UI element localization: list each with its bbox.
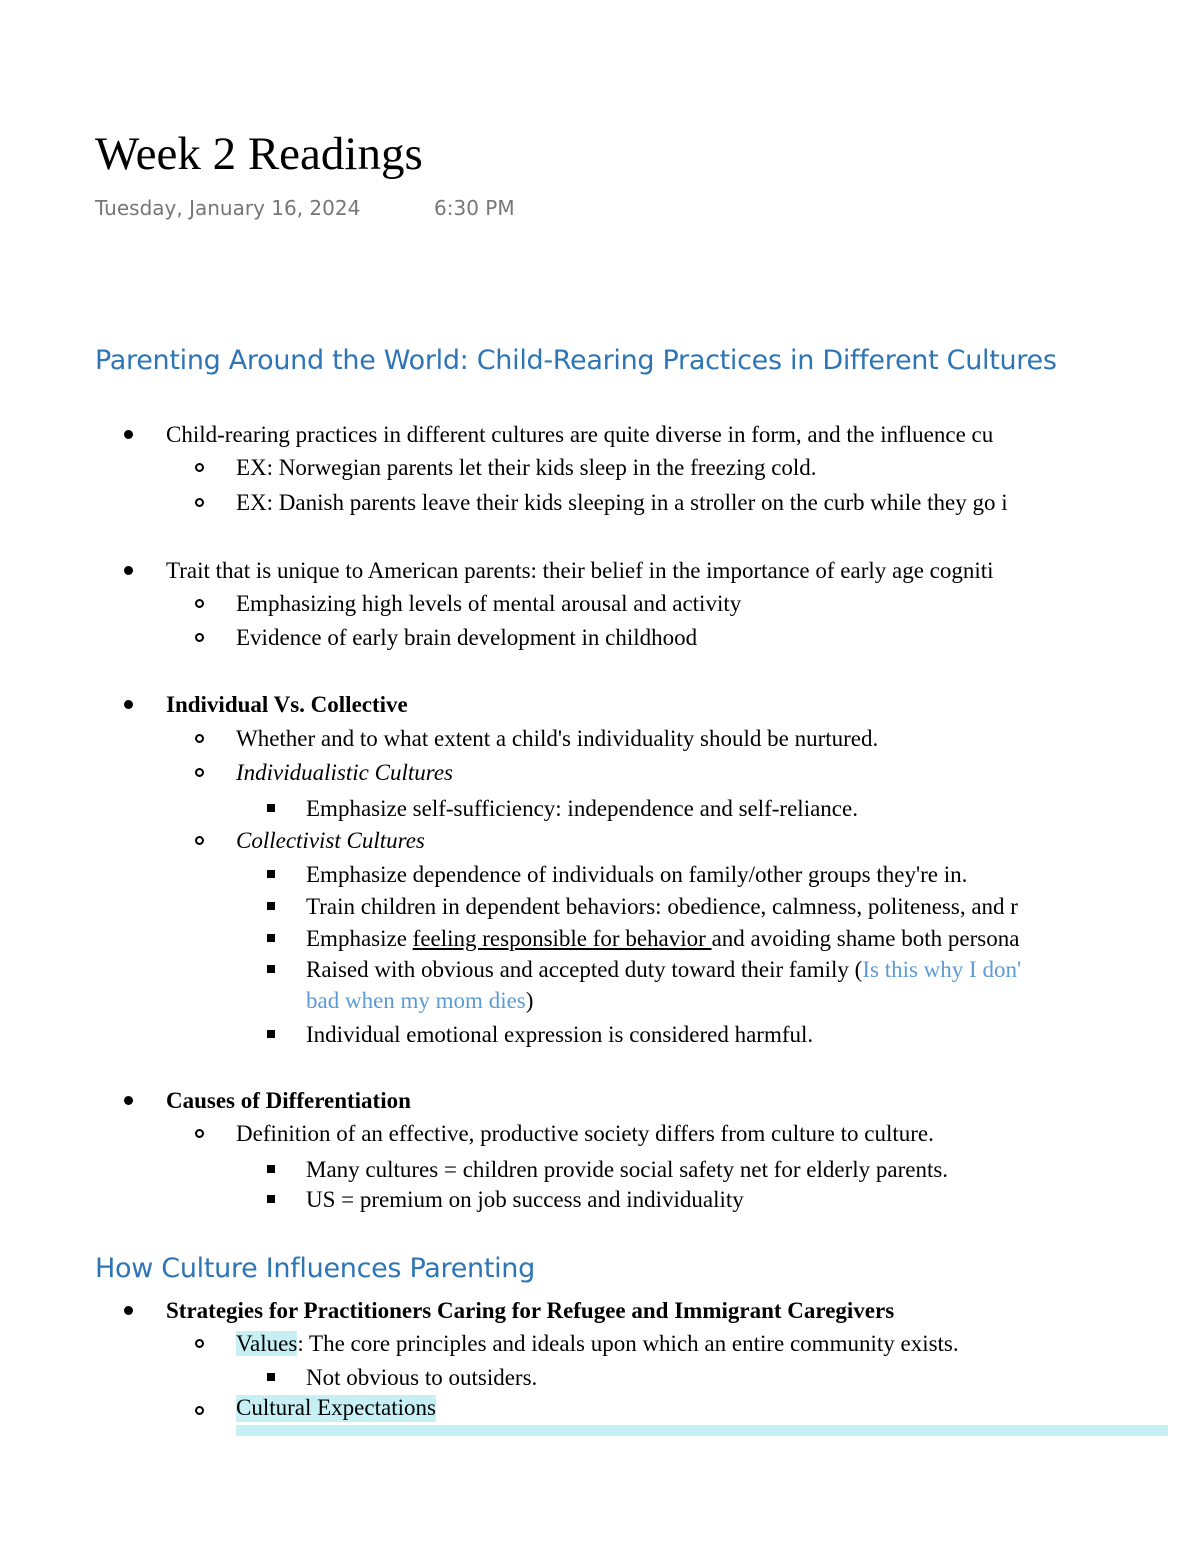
sub-sub-bullet-text: Train children in dependent behaviors: obedience, calmness, politeness, and r	[306, 894, 1018, 919]
sub-bullet-text-italic: Individualistic Cultures	[236, 760, 453, 785]
bullet-icon	[124, 430, 133, 439]
sub-bullet-text: Definition of an effective, productive society differs from culture to culture.	[236, 1121, 934, 1146]
sub-sub-bullet-text: Not obvious to outsiders.	[306, 1365, 538, 1390]
text-segment: )	[525, 988, 534, 1013]
bullet-text-bold: Causes of Differentiation	[166, 1088, 411, 1113]
circle-bullet-icon	[195, 1406, 204, 1415]
square-bullet-icon	[267, 1373, 275, 1381]
square-bullet-icon	[267, 965, 275, 973]
underlined-text: feeling responsible for behavior	[412, 926, 712, 951]
text-segment: Raised with obvious and accepted duty toward their family (	[306, 957, 863, 982]
square-bullet-icon	[267, 1165, 275, 1173]
bullet-text: Child-rearing practices in different cultures are quite diverse in form, and the influence cu	[166, 422, 994, 447]
circle-bullet-icon	[195, 633, 204, 642]
bullet-text-bold: Individual Vs. Collective	[166, 692, 408, 717]
circle-bullet-icon	[195, 768, 204, 777]
page-cutoff	[0, 1436, 1200, 1553]
square-bullet-icon	[267, 1030, 275, 1038]
bullet-text-bold: Strategies for Practitioners Caring for Refugee and Immigrant Caregivers	[166, 1298, 895, 1323]
circle-bullet-icon	[195, 498, 204, 507]
page-title: Week 2 Readings	[95, 128, 423, 180]
sub-sub-bullet-text	[306, 955, 1021, 985]
sub-bullet-text-italic: Collectivist Cultures	[236, 828, 425, 853]
bullet-icon	[124, 1306, 133, 1315]
sub-bullet-text: EX: Danish parents leave their kids sleeping in a stroller on the curb while they go i	[236, 490, 1008, 515]
bullet-icon	[124, 1096, 133, 1105]
page-time: 6:30 PM	[434, 196, 515, 220]
text-segment: : The core principles and ideals upon which an entire community exists.	[297, 1331, 959, 1356]
square-bullet-icon	[267, 934, 275, 942]
sub-bullet-text	[236, 1329, 959, 1359]
circle-bullet-icon	[195, 836, 204, 845]
sub-bullet-text: Whether and to what extent a child's individuality should be nurtured.	[236, 726, 879, 751]
circle-bullet-icon	[195, 1129, 204, 1138]
square-bullet-icon	[267, 902, 275, 910]
sub-bullet-text: Emphasizing high levels of mental arousal and activity	[236, 591, 742, 616]
sub-sub-bullet-text: US = premium on job success and individuality	[306, 1187, 744, 1212]
circle-bullet-icon	[195, 734, 204, 743]
sub-sub-bullet-text: Individual emotional expression is considered harmful.	[306, 1022, 814, 1047]
circle-bullet-icon	[195, 1339, 204, 1348]
sub-bullet-text: EX: Norwegian parents let their kids sleep in the freezing cold.	[236, 455, 817, 480]
square-bullet-icon	[267, 1195, 275, 1203]
square-bullet-icon	[267, 870, 275, 878]
highlighted-term: Cultural Expectations	[236, 1395, 436, 1420]
personal-note-text: Is this why I don'	[862, 957, 1022, 982]
text-segment: Emphasize	[306, 926, 413, 951]
bullet-icon	[124, 566, 133, 575]
sub-sub-bullet-text-continued	[306, 986, 533, 1016]
section-heading-how-culture-influences-parenting: How Culture Influences Parenting	[95, 1253, 535, 1284]
sub-bullet-text: Evidence of early brain development in childhood	[236, 625, 698, 650]
personal-note-text: bad when my mom dies	[306, 988, 526, 1013]
bullet-icon	[124, 700, 133, 709]
circle-bullet-icon	[195, 463, 204, 472]
highlighted-term: Values	[236, 1331, 298, 1356]
sub-sub-bullet-text	[306, 924, 1019, 954]
section-heading-parenting-around-the-world: Parenting Around the World: Child-Rearing Practices in Different Cultures	[95, 345, 1057, 376]
sub-bullet-text	[236, 1393, 436, 1423]
page-date: Tuesday, January 16, 2024	[95, 196, 361, 220]
text-segment: and avoiding shame both persona	[711, 926, 1020, 951]
sub-sub-bullet-text: Many cultures = children provide social safety net for elderly parents.	[306, 1157, 949, 1182]
square-bullet-icon	[267, 804, 275, 812]
bullet-text: Trait that is unique to American parents: their belief in the importance of early age cogniti	[166, 558, 994, 583]
circle-bullet-icon	[195, 599, 204, 608]
sub-sub-bullet-text: Emphasize self-sufficiency: independence and self-reliance.	[306, 796, 858, 821]
clipped-highlight-strip	[236, 1425, 1168, 1436]
sub-sub-bullet-text: Emphasize dependence of individuals on family/other groups they're in.	[306, 862, 968, 887]
